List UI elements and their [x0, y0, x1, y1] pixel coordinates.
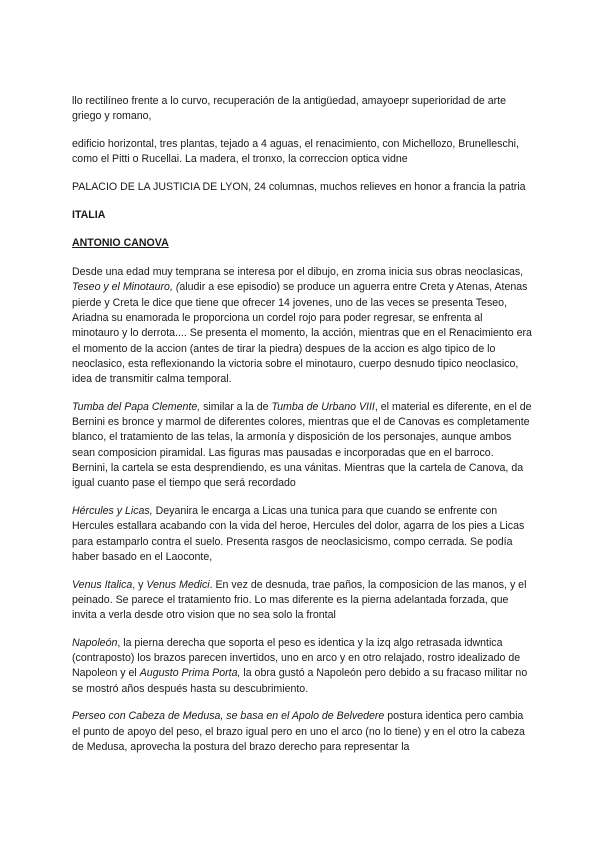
work-title-teseo: Teseo y el Minotauro, (: [72, 281, 180, 294]
intro-lead: Desde una edad muy temprana se interesa por el dibujo, en zroma inicia sus obras neoclasicas,: [72, 266, 524, 279]
work-title-tumba-clemente: Tumba del Papa Clemente,: [72, 400, 201, 413]
tumba-text-1: similar a la de: [200, 400, 272, 413]
hercules-text: Deyanira le encarga a Licas una tunica para que cuando se enfrente con Hercules estallara acabando con la vida del heroe, Hercules del dolor, agarra de los pies a Licas para estamparlo contra el suelo. Presenta rasgos de neoclasicismo, compo cerrada. Se podía haber basado en el Laoconte,: [72, 504, 525, 563]
section-subheading-canova: ANTONIO CANOVA: [72, 237, 169, 250]
perseo-text: postura identica pero cambia el punto de apoyo del peso, el brazo igual pero en uno el arco (no lo tiene) y en el otro la cabeza de Medusa, aprovecha la postura del brazo derecho para representar la: [72, 710, 525, 753]
work-title-venus-medici: Venus Medici: [146, 578, 210, 591]
napoleon-text-2: la obra gustó a Napoleón pero debido a su fracaso militar no se mostró años después hasta su descubrimiento.: [72, 667, 528, 695]
work-title-perseo: Perseo con Cabeza de Medusa, se basa en el Apolo de Belvedere: [72, 710, 385, 723]
work-title-tumba-urbano: Tumba de Urbano VIII: [271, 400, 375, 413]
work-title-napoleon: Napoleón: [72, 636, 118, 649]
paragraph-renaissance-palace: edificio horizontal, tres plantas, tejado a 4 aguas, el renacimiento, con Michellozo, Brunelleschi, como el Pitti o Rucellai. La madera, el tronxo, la correccion optica vidne: [72, 137, 519, 166]
work-title-venus-italica: Venus Italica: [72, 578, 133, 591]
venus-text-1: , y: [132, 578, 147, 591]
section-heading-italia: ITALIA: [72, 208, 106, 221]
paragraph-perseo: [72, 709, 532, 755]
paragraph-napoleon: [72, 636, 532, 697]
napoleon-text-1: , la pierna derecha que soporta el peso es identica y la izq algo retrasada idwntica (contraposto) los brazos parecen invertidos, uno en arco y en otro relajado, rostro idealizado de Napoleon y el: [72, 636, 521, 680]
paragraph-lyon: PALACIO DE LA JUSTICIA DE LYON, 24 columnas, muchos relieves en honor a francia la patria: [72, 180, 526, 193]
paragraph-canova-intro: [72, 265, 532, 387]
venus-text-2: . En vez de desnuda, trae paños, la composicion de las manos, y el peinado. Se parece el tratamiento frio. Lo mas diferente es la pierna adelantada forzada, que invita a verla desde otro vision que no sea solo la frontal: [72, 578, 527, 622]
tumba-text-2: , el material es diferente, en el de Bernini es bronce y marmol de diferentes colores, mientras que el de Canovas es completamente blanco, el tratamiento de las telas, la armonía y disposición de los personajes, aunque ambos sean composicion piramidal. Las figuras mas pausadas e incorporadas que en el barroco. Bernini, la cartela se esta desprendiendo, es una vánitas. Mientras que la cartela de Canova, da igual cuanto pase el tiempo que será recordado: [72, 400, 532, 490]
paragraph-venus: [72, 578, 532, 624]
document-body: [72, 94, 532, 768]
paragraph-tumba: [72, 400, 532, 492]
work-title-hercules: Hércules y Licas,: [72, 504, 153, 517]
intro-rest: aludir a ese episodio) se produce un aguerra entre Creta y Atenas, Atenas pierde y Creta le dice que tiene que ofrecer 14 jovenes, uno de las veces se presenta Teseo, Ariadna su enamorada le proporciona un cordel rojo para poder regresar, se enfrenta al minotauro y lo derrota.... Se presenta el momento, la acción, mientras que en el Renacimiento era el momento de la accion (antes de tirar la piedra) despues de la accion es algo tipico de lo neoclasico, esta reflexionando la victoria sobre el minotauro, cuerpo desnudo tipico neoclasico, idea de transmitir calma temporal.: [72, 281, 532, 386]
work-title-augusto: Augusto Prima Porta,: [139, 667, 241, 680]
paragraph-hercules: [72, 504, 532, 565]
paragraph-antiquity: llo rectilíneo frente a lo curvo, recuperación de la antigüedad, amayoepr superioridad de arte griego y romano,: [72, 95, 507, 123]
